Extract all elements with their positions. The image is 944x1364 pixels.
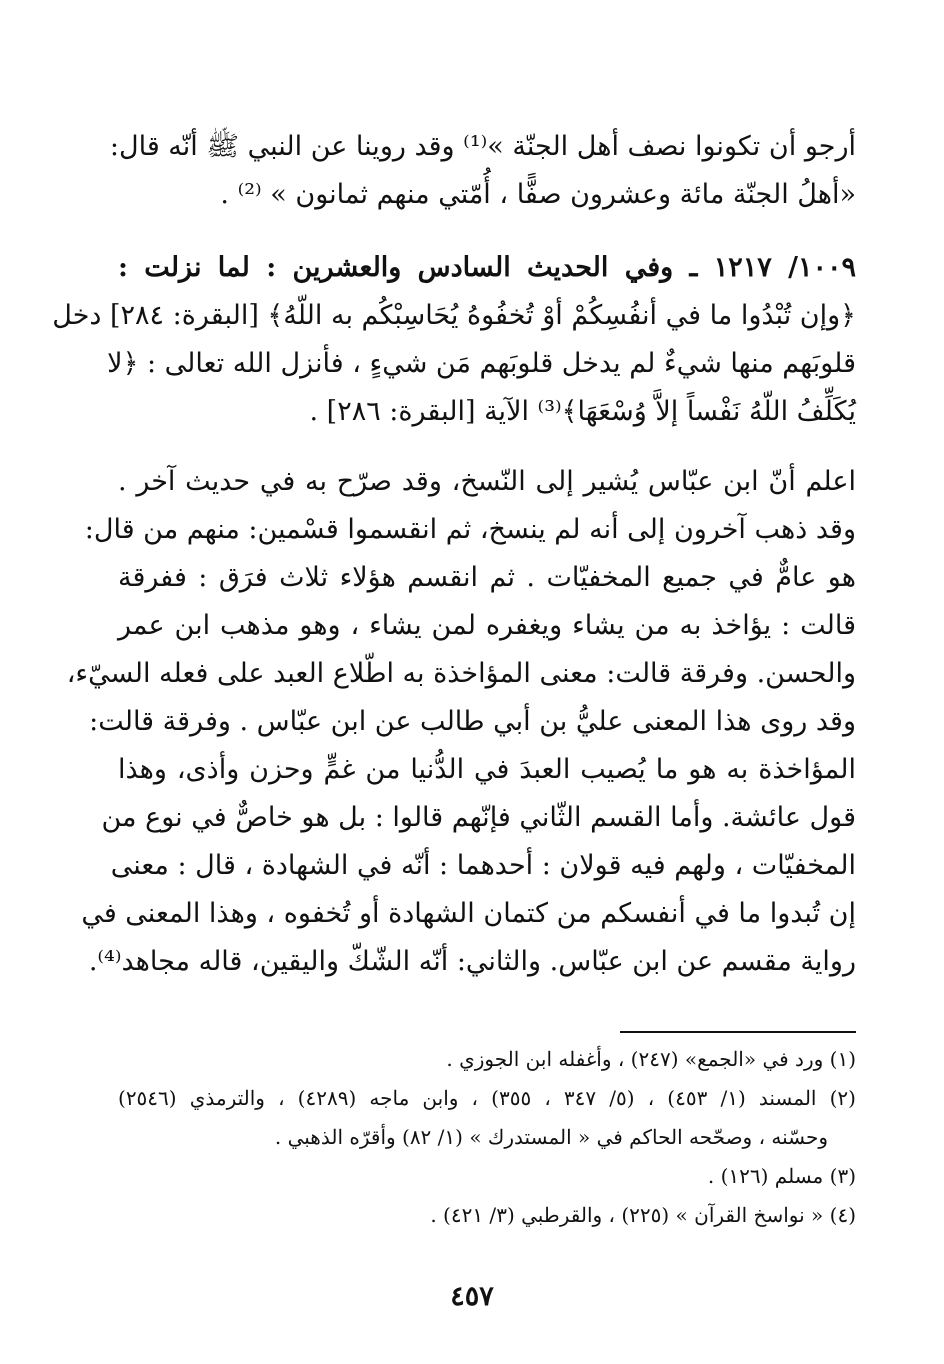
commentary-line-1: اعلم أنّ ابن عبّاس يُشير إلى النّسخ، وقد صرّح به في حديث آخر .: [118, 466, 856, 497]
commentary-line-9: المخفيّات ، ولهم فيه قولان : أحدهما : أنّه في الشهادة ، قال : معنى: [110, 850, 856, 881]
intro-line-2: «أهلُ الجنّة مائة وعشرون صفًّا ، أُمّتي منهم ثمانون » ⁽²⁾ .: [220, 179, 856, 210]
commentary-line-7: المؤاخذة به هو ما يُصيب العبدَ في الدُّنيا من غمٍّ وحزن وأذى، وهذا: [118, 754, 856, 785]
footnote-divider: [620, 1031, 856, 1033]
commentary-line-5: والحسن. وفرقة قالت: معنى المؤاخذة به اطّلاع العبد على فعله السيّء،: [66, 658, 856, 689]
footnote-4: (٤) « نواسخ القرآن » (٢٢٥) ، والقرطبي (٣/ ٤٢١) .: [430, 1203, 856, 1227]
footnotes: [118, 1040, 856, 1235]
hadith-line-4: يُكَلِّفُ اللّهُ نَفْساً إلاَّ وُسْعَهَا﴾⁽³⁾ الآية [البقرة: ٢٨٦] .: [309, 396, 856, 427]
commentary-line-11: رواية مقسم عن ابن عبّاس. والثاني: أنّه الشّكّ واليقين، قاله مجاهد⁽⁴⁾.: [88, 946, 856, 977]
hadith-paragraph: [52, 244, 856, 436]
footnote-3: (٣) مسلم (١٢٦) .: [707, 1164, 856, 1188]
commentary-line-10: إن تُبدوا ما في أنفسكم من كتمان الشهادة أو تُخفوه ، وهذا المعنى في: [81, 898, 856, 929]
page-number: ٤٥٧: [450, 1281, 494, 1312]
intro-paragraph: [109, 123, 856, 219]
commentary-line-2: وقد ذهب آخرون إلى أنه لم ينسخ، ثم انقسموا قسْمين: منهم من قال:: [84, 514, 856, 545]
commentary-line-6: وقد روى هذا المعنى عليُّ بن أبي طالب عن ابن عبّاس . وفرقة قالت:: [89, 706, 856, 737]
commentary-line-3: هو عامٌّ في جميع المخفيّات . ثم انقسم هؤلاء ثلاث فرَق : ففرقة: [118, 562, 856, 593]
footnote-2-continuation: وحسّنه ، وصحّحه الحاكم في « المستدرك » (١/ ٨٢) وأقرّه الذهبي .: [274, 1125, 828, 1149]
commentary-line-4: قالت : يؤاخذ به من يشاء ويغفره لمن يشاء ، وهو مذهب ابن عمر: [118, 610, 856, 641]
hadith-line-3: قلوبَهم منها شيءٌ لم يدخل قلوبَهم مَن شيءٍ ، فأنزل الله تعالى : ﴿لا: [107, 348, 856, 379]
commentary-paragraph: [66, 458, 856, 986]
intro-line-1: أرجو أن تكونوا نصف أهل الجنّة »⁽¹⁾ وقد روينا عن النبي ﷺ أنّه قال:: [109, 131, 856, 162]
hadith-heading: ١٠٠٩/ ١٢١٧ ـ وفي الحديث السادس والعشرين : لما نزلت :: [118, 252, 856, 283]
footnote-1: (١) ورد في «الجمع» (٢٤٧) ، وأغفله ابن الجوزي .: [446, 1047, 856, 1071]
footnote-2: (٢) المسند (١/ ٤٥٣) ، (٥/ ٣٤٧ ، ٣٥٥) ، وابن ماجه (٤٢٨٩) ، والترمذي (٢٥٤٦): [118, 1086, 856, 1110]
commentary-line-8: قول عائشة. وأما القسم الثّاني فإنّهم قالوا : بل هو خاصٌّ في نوع من: [101, 802, 856, 833]
hadith-line-2: ﴿وإن تُبْدُوا ما في أنفُسِكُمْ أوْ تُخفُوهُ يُحَاسِبْكُم به اللّهُ﴾ [البقرة: ٢٨٤] دخل: [52, 300, 856, 331]
